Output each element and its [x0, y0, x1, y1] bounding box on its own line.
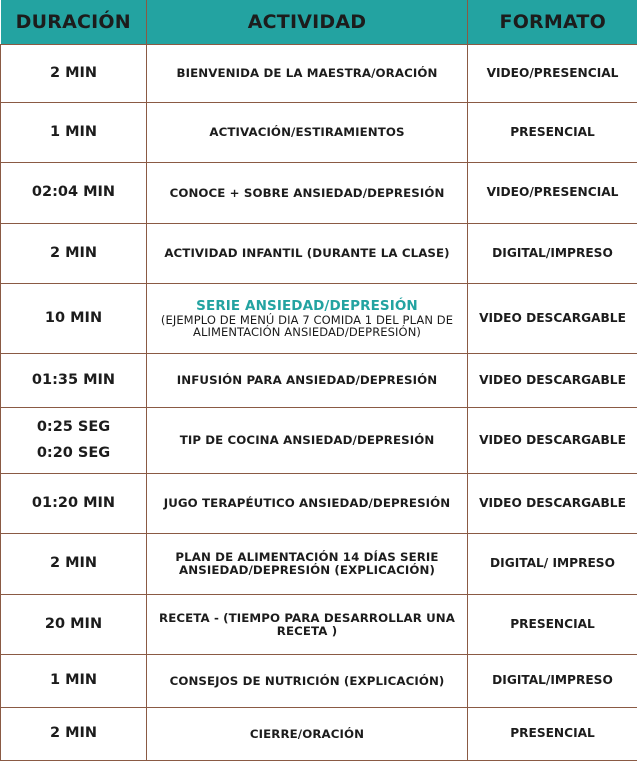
- duration-cell: 1 MIN: [1, 655, 147, 708]
- activity-cell: PLAN DE ALIMENTACIÓN 14 DÍAS SERIE ANSIEDAD/DEPRESIÓN (EXPLICACIÓN): [147, 534, 468, 595]
- table-row: [1, 655, 637, 708]
- series-title: SERIE ANSIEDAD/DEPRESIÓN: [196, 298, 418, 315]
- table-row: [1, 163, 637, 224]
- activity-cell: INFUSIÓN PARA ANSIEDAD/DEPRESIÓN: [147, 354, 468, 408]
- header-row: [1, 0, 637, 45]
- table-row: [1, 408, 637, 474]
- duration-line-2: 0:20 SEG: [36, 444, 111, 461]
- duration-cell: 2 MIN: [1, 224, 147, 284]
- duration-cell: 2 MIN: [1, 534, 147, 595]
- table-row: [1, 595, 637, 655]
- format-cell: DIGITAL/ IMPRESO: [468, 534, 637, 595]
- table-row: [1, 354, 637, 408]
- format-cell: DIGITAL/IMPRESO: [468, 655, 637, 708]
- duration-cell: 20 MIN: [1, 595, 147, 655]
- activity-cell: [147, 284, 468, 354]
- format-cell: VIDEO DESCARGABLE: [468, 284, 637, 354]
- format-cell: PRESENCIAL: [468, 103, 637, 163]
- format-cell: VIDEO/PRESENCIAL: [468, 45, 637, 103]
- format-cell: PRESENCIAL: [468, 595, 637, 655]
- header-duration: DURACIÓN: [1, 0, 147, 45]
- duration-cell: 10 MIN: [1, 284, 147, 354]
- table-row: [1, 474, 637, 534]
- format-cell: VIDEO/PRESENCIAL: [468, 163, 637, 224]
- duration-cell: 01:35 MIN: [1, 354, 147, 408]
- activity-cell: ACTIVIDAD INFANTIL (DURANTE LA CLASE): [147, 224, 468, 284]
- duration-cell: 1 MIN: [1, 103, 147, 163]
- activity-cell: CIERRE/ORACIÓN: [147, 708, 468, 761]
- format-cell: VIDEO DESCARGABLE: [468, 474, 637, 534]
- header-activity: ACTIVIDAD: [147, 0, 468, 45]
- format-cell: DIGITAL/IMPRESO: [468, 224, 637, 284]
- table-row: [1, 45, 637, 103]
- duration-cell: 01:20 MIN: [1, 474, 147, 534]
- duration-cell: 2 MIN: [1, 45, 147, 103]
- duration-line-1: 0:25 SEG: [36, 419, 111, 436]
- series-description: (EJEMPLO DE MENÚ DIA 7 COMIDA 1 DEL PLAN DE ALIMENTACIÓN ANSIEDAD/DEPRESIÓN): [160, 312, 454, 339]
- table-row: [1, 224, 637, 284]
- activity-cell: JUGO TERAPÉUTICO ANSIEDAD/DEPRESIÓN: [147, 474, 468, 534]
- format-cell: VIDEO DESCARGABLE: [468, 408, 637, 474]
- table-row: [1, 284, 637, 354]
- duration-cell: [1, 408, 147, 474]
- activity-cell: ACTIVACIÓN/ESTIRAMIENTOS: [147, 103, 468, 163]
- activity-cell: RECETA - (TIEMPO PARA DESARROLLAR UNA RECETA ): [147, 595, 468, 655]
- activity-cell: BIENVENIDA DE LA MAESTRA/ORACIÓN: [147, 45, 468, 103]
- activity-cell: CONSEJOS DE NUTRICIÓN (EXPLICACIÓN): [147, 655, 468, 708]
- duration-cell: 2 MIN: [1, 708, 147, 761]
- header-format: FORMATO: [468, 0, 637, 45]
- activity-cell: TIP DE COCINA ANSIEDAD/DEPRESIÓN: [147, 408, 468, 474]
- format-cell: PRESENCIAL: [468, 708, 637, 761]
- table-row: [1, 103, 637, 163]
- table-row: [1, 708, 637, 761]
- format-cell: VIDEO DESCARGABLE: [468, 354, 637, 408]
- table-row: [1, 534, 637, 595]
- activity-cell: CONOCE + SOBRE ANSIEDAD/DEPRESIÓN: [147, 163, 468, 224]
- duration-cell: 02:04 MIN: [1, 163, 147, 224]
